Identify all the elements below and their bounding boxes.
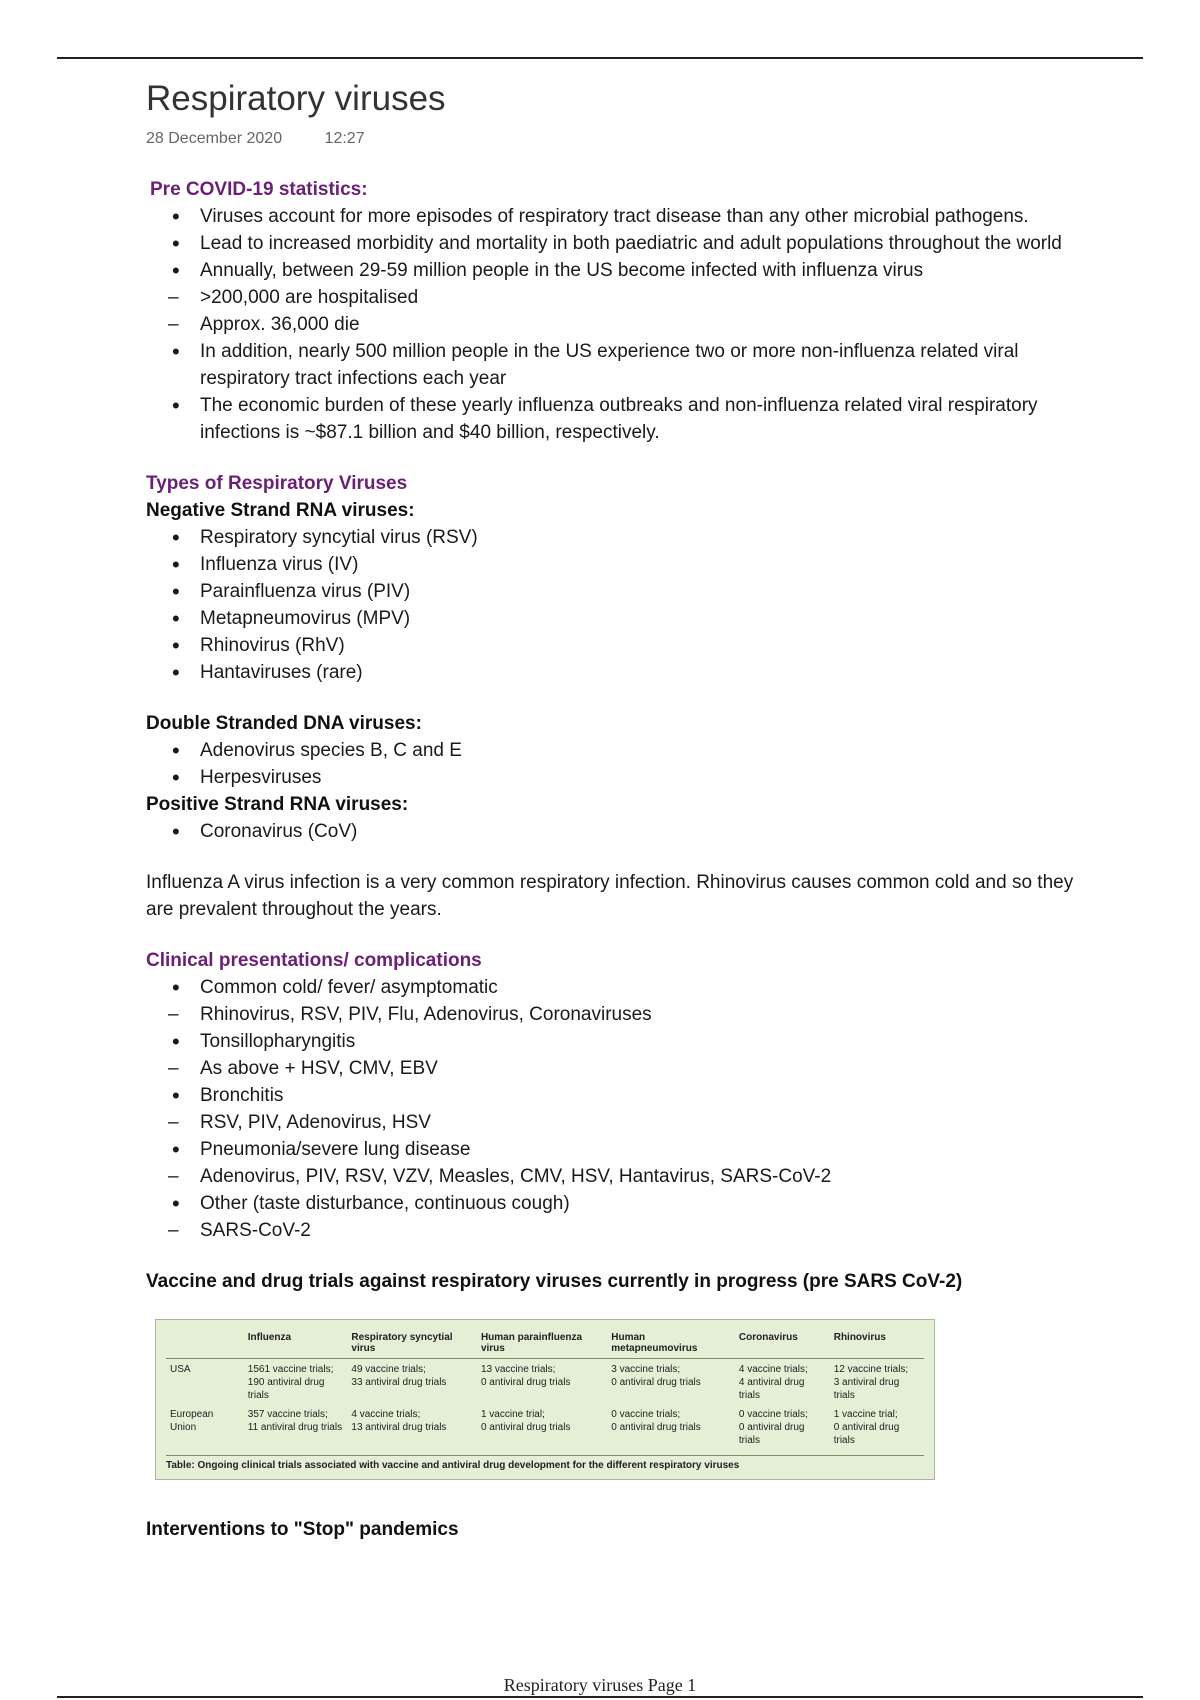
page-footer: Respiratory viruses Page 1 [503, 1675, 697, 1695]
trials-cell-line: 0 antiviral drug trials [480, 1422, 571, 1433]
clinical-list-item: – SARS-CoV-2 [146, 1217, 1086, 1244]
types-heading: Types of Respiratory Viruses [146, 473, 408, 494]
clinical-list-item: • Other (taste disturbance, continuous cough) [146, 1190, 1086, 1217]
trials-cell-line: 49 vaccine trials; [351, 1364, 426, 1375]
trials-table-cell [477, 1359, 607, 1405]
trials-table-cell [830, 1404, 924, 1449]
trials-table-row [166, 1359, 924, 1405]
negative-virus-item: • Rhinovirus (RhV) [146, 632, 1086, 659]
trials-table-cell [830, 1359, 924, 1405]
top-rule [57, 57, 1143, 59]
trials-cell-line: 0 vaccine trials; [738, 1409, 808, 1420]
stats-list-item: • Viruses account for more episodes of respiratory tract disease than any other microbial pathogens. [146, 203, 1086, 230]
negative-virus-item: • Influenza virus (IV) [146, 551, 1086, 578]
trials-row-region: European Union [170, 1409, 214, 1433]
stats-list [146, 203, 1086, 446]
trials-cell-line: 3 vaccine trials; [611, 1364, 681, 1375]
trials-row-region: USA [170, 1364, 191, 1375]
stats-section [146, 176, 1086, 446]
clinical-list-item: • Pneumonia/severe lung disease [146, 1136, 1086, 1163]
stats-list-item: – >200,000 are hospitalised [146, 284, 1086, 311]
trials-column-header: Influenza [244, 1330, 348, 1359]
negative-virus-item: • Respiratory syncytial virus (RSV) [146, 524, 1086, 551]
clinical-list-item: • Tonsillopharyngitis [146, 1028, 1086, 1055]
clinical-list [146, 974, 1086, 1244]
trials-cell-line: 1 vaccine trial; [480, 1409, 545, 1420]
trials-heading: Vaccine and drug trials against respiratory viruses currently in progress (pre SARS CoV-2) [146, 1271, 963, 1292]
double-virus-item: • Adenovirus species B, C and E [146, 737, 1086, 764]
clinical-heading: Clinical presentations/ complications [146, 950, 482, 971]
positive-heading: Positive Strand RNA viruses: [146, 794, 409, 815]
trials-cell-line: 13 antiviral drug trials [351, 1422, 447, 1433]
trials-column-header: Rhinovirus [830, 1330, 924, 1359]
trials-table-cell [244, 1404, 348, 1449]
clinical-section [146, 947, 1086, 1244]
negative-virus-item: • Parainfluenza virus (PIV) [146, 578, 1086, 605]
negative-heading: Negative Strand RNA viruses: [146, 500, 415, 521]
trials-cell-line: 4 vaccine trials; [351, 1409, 421, 1420]
types-section [146, 470, 1086, 923]
double-heading: Double Stranded DNA viruses: [146, 713, 422, 734]
double-virus-item: • Herpesviruses [146, 764, 1086, 791]
trials-table-cell [347, 1404, 477, 1449]
trials-table-cell [735, 1359, 830, 1405]
stats-list-item: – Approx. 36,000 die [146, 311, 1086, 338]
double-list [146, 737, 1086, 791]
negative-virus-item: • Hantaviruses (rare) [146, 659, 1086, 686]
trials-cell-line: 0 antiviral drug trials [611, 1377, 701, 1388]
trials-table-cell [477, 1404, 607, 1449]
trials-cell-line: 13 vaccine trials; [480, 1364, 556, 1375]
trials-cell-line: 12 vaccine trials; [833, 1364, 909, 1375]
stats-list-item: • In addition, nearly 500 million people in the US experience two or more non-influenza related viral respiratory tract infections each year [146, 338, 1086, 392]
interventions-heading: Interventions to "Stop" pandemics [146, 1519, 459, 1540]
trials-table-cell [347, 1359, 477, 1405]
page-title: Respiratory viruses [146, 79, 446, 118]
page-date: 28 December 2020 [146, 130, 283, 147]
trials-table-caption: Table: Ongoing clinical trials associated with vaccine and antiviral drug development for the different respiratory viruses [166, 1455, 924, 1471]
positive-list [146, 818, 1086, 845]
positive-virus-item: • Coronavirus (CoV) [146, 818, 1086, 845]
trials-cell-line: 0 antiviral drug trials [833, 1422, 900, 1446]
trials-table [166, 1330, 924, 1449]
trials-cell-line: 0 antiviral drug trials [480, 1377, 571, 1388]
trials-cell-line: 11 antiviral drug trials [247, 1422, 343, 1433]
trials-table-cell [607, 1359, 735, 1405]
clinical-list-item: – As above + HSV, CMV, EBV [146, 1055, 1086, 1082]
trials-cell-line: 357 vaccine trials; [247, 1409, 328, 1420]
trials-cell-line: 4 vaccine trials; [738, 1364, 808, 1375]
trials-table-header [166, 1330, 924, 1359]
trials-column-header [166, 1330, 244, 1359]
trials-table-image [155, 1319, 935, 1480]
trials-table-cell [244, 1359, 348, 1405]
trials-cell-line: 0 antiviral drug trials [611, 1422, 701, 1433]
trials-cell-line: 0 antiviral drug trials [738, 1422, 805, 1446]
trials-cell-line: 1 vaccine trial; [833, 1409, 898, 1420]
stats-list-item: • Lead to increased morbidity and mortality in both paediatric and adult populations throughout the world [146, 230, 1086, 257]
trials-cell-line: 190 antiviral drug trials [247, 1377, 325, 1401]
trials-table-cell [735, 1404, 830, 1449]
trials-table-cell [607, 1404, 735, 1449]
trials-cell-line: 1561 vaccine trials; [247, 1364, 334, 1375]
trials-cell-line: 4 antiviral drug trials [738, 1377, 805, 1401]
clinical-list-item: • Common cold/ fever/ asymptomatic [146, 974, 1086, 1001]
negative-virus-item: • Metapneumovirus (MPV) [146, 605, 1086, 632]
types-paragraph: Influenza A virus infection is a very common respiratory infection. Rhinovirus causes common cold and so they are prevalent throughout the years. [146, 872, 1074, 920]
trials-column-header: Human metapneumovirus [607, 1330, 735, 1359]
page-time: 12:27 [324, 130, 365, 147]
clinical-list-item: – Rhinovirus, RSV, PIV, Flu, Adenovirus, Coronaviruses [146, 1001, 1086, 1028]
note-page [146, 76, 1086, 1543]
clinical-list-item: • Bronchitis [146, 1082, 1086, 1109]
clinical-list-item: – RSV, PIV, Adenovirus, HSV [146, 1109, 1086, 1136]
trials-column-header: Coronavirus [735, 1330, 830, 1359]
trials-column-header: Human parainfluenza virus [477, 1330, 607, 1359]
page-meta [146, 130, 1086, 152]
trials-cell-line: 3 antiviral drug trials [833, 1377, 900, 1401]
trials-section [146, 1268, 1086, 1480]
trials-cell-line: 0 vaccine trials; [611, 1409, 681, 1420]
clinical-list-item: – Adenovirus, PIV, RSV, VZV, Measles, CMV, HSV, Hantavirus, SARS-CoV-2 [146, 1163, 1086, 1190]
stats-list-item: • The economic burden of these yearly influenza outbreaks and non-influenza related viral respiratory infections is ~$87.1 billion and $40 billion, respectively. [146, 392, 1086, 446]
trials-table-row [166, 1404, 924, 1449]
trials-column-header: Respiratory syncytial virus [347, 1330, 477, 1359]
bottom-rule [57, 1696, 1143, 1698]
stats-list-item: • Annually, between 29-59 million people in the US become infected with influenza virus [146, 257, 1086, 284]
trials-cell-line: 33 antiviral drug trials [351, 1377, 447, 1388]
stats-heading: Pre COVID-19 statistics: [150, 179, 368, 200]
negative-list [146, 524, 1086, 686]
